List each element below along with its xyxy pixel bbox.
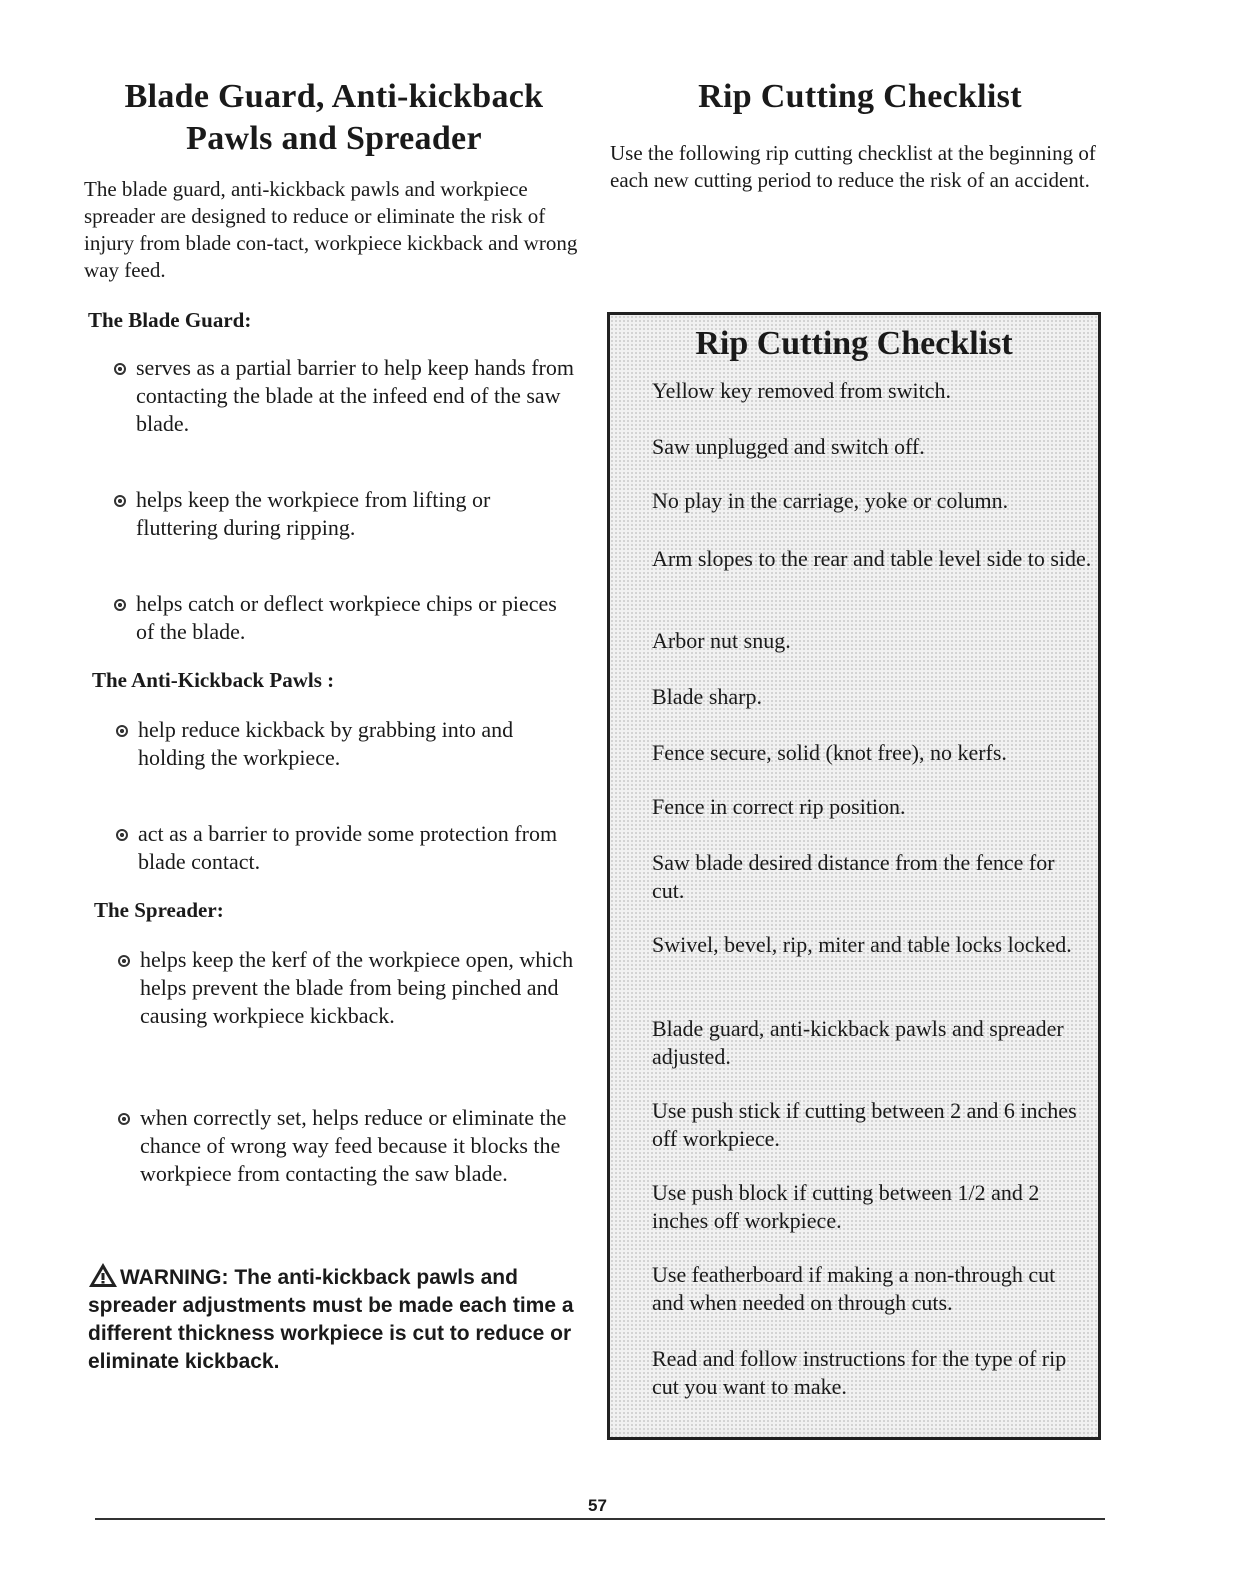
checklist-item: Blade sharp. (652, 684, 762, 709)
checklist-item: Blade guard, anti-kickback pawls and spreader adjusted. (652, 1016, 1064, 1069)
spreader-bullet-1: helps keep the kerf of the workpiece open, which helps prevent the blade from being pinched and causing workpiece kickback. (116, 946, 580, 1030)
blade-guard-title: Blade Guard, Anti-kickback Pawls and Spreader (124, 78, 544, 157)
bullet-icon (116, 829, 128, 841)
bullet-icon (118, 955, 130, 967)
warning-text: WARNING: The anti-kickback pawls and spreader adjustments must be made each time a different thickness workpiece is cut to reduce or eliminate kickback. (88, 1266, 574, 1373)
checklist-item: Swivel, bevel, rip, miter and table locks locked. (652, 932, 1072, 957)
bullet-icon (114, 363, 126, 375)
checklist-item: Yellow key removed from switch. (652, 378, 951, 403)
right-column (610, 76, 1110, 194)
blade-guard-bullet-3: helps catch or deflect workpiece chips or pieces of the blade. (112, 590, 576, 646)
rip-checklist-title: Rip Cutting Checklist (698, 78, 1022, 115)
bullet-icon (116, 725, 128, 737)
pawls-heading: The Anti-Kickback Pawls : (92, 668, 335, 692)
page-number: 57 (588, 1496, 607, 1515)
checklist-item: Arbor nut snug. (652, 628, 791, 653)
checklist-item: Saw unplugged and switch off. (652, 434, 925, 459)
spreader-bullet-2: when correctly set, helps reduce or eliminate the chance of wrong way feed because it blocks the workpiece from contacting the saw blade. (116, 1104, 580, 1188)
bullet-icon (118, 1113, 130, 1125)
checklist-item: Arm slopes to the rear and table level side to side. (652, 546, 1092, 571)
blade-guard-intro: The blade guard, anti-kickback pawls and workpiece spreader are designed to reduce or eliminate the risk of injury from blade con-tact, workpiece kickback and wrong way feed. (84, 177, 578, 282)
rip-checklist-intro: Use the following rip cutting checklist at the beginning of each new cutting period to reduce the risk of an accident. (610, 141, 1096, 192)
checklist-item: No play in the carriage, yoke or column. (652, 488, 1009, 513)
bullet-icon (114, 599, 126, 611)
blade-guard-bullet-2: helps keep the workpiece from lifting or fluttering during ripping. (112, 486, 576, 542)
checklist-item: Use push block if cutting between 1/2 and 2 inches off workpiece. (652, 1180, 1040, 1233)
left-column (84, 76, 584, 284)
checklist-item: Use push stick if cutting between 2 and 6 inches off workpiece. (652, 1098, 1077, 1151)
pawls-bullet-2: act as a barrier to provide some protection from blade contact. (114, 820, 578, 876)
checklist-box-title: Rip Cutting Checklist (695, 325, 1013, 362)
blade-guard-heading: The Blade Guard: (88, 308, 252, 332)
checklist-item: Use featherboard if making a non-through cut and when needed on through cuts. (652, 1262, 1056, 1315)
checklist-box (607, 312, 1101, 1440)
warning-triangle-icon (88, 1262, 118, 1288)
footer-rule (95, 1518, 1105, 1520)
pawls-bullet-1: help reduce kickback by grabbing into and holding the workpiece. (114, 716, 578, 772)
checklist-item: Saw blade desired distance from the fence for cut. (652, 850, 1055, 903)
checklist-item: Fence secure, solid (knot free), no kerfs. (652, 740, 1007, 765)
checklist-item: Read and follow instructions for the type of rip cut you want to make. (652, 1346, 1067, 1399)
blade-guard-bullet-1: serves as a partial barrier to help keep hands from contacting the blade at the infeed end of the saw blade. (112, 354, 576, 438)
bullet-icon (114, 495, 126, 507)
warning-notice (88, 1262, 588, 1376)
checklist-item: Fence in correct rip position. (652, 794, 906, 819)
spreader-heading: The Spreader: (94, 898, 224, 922)
